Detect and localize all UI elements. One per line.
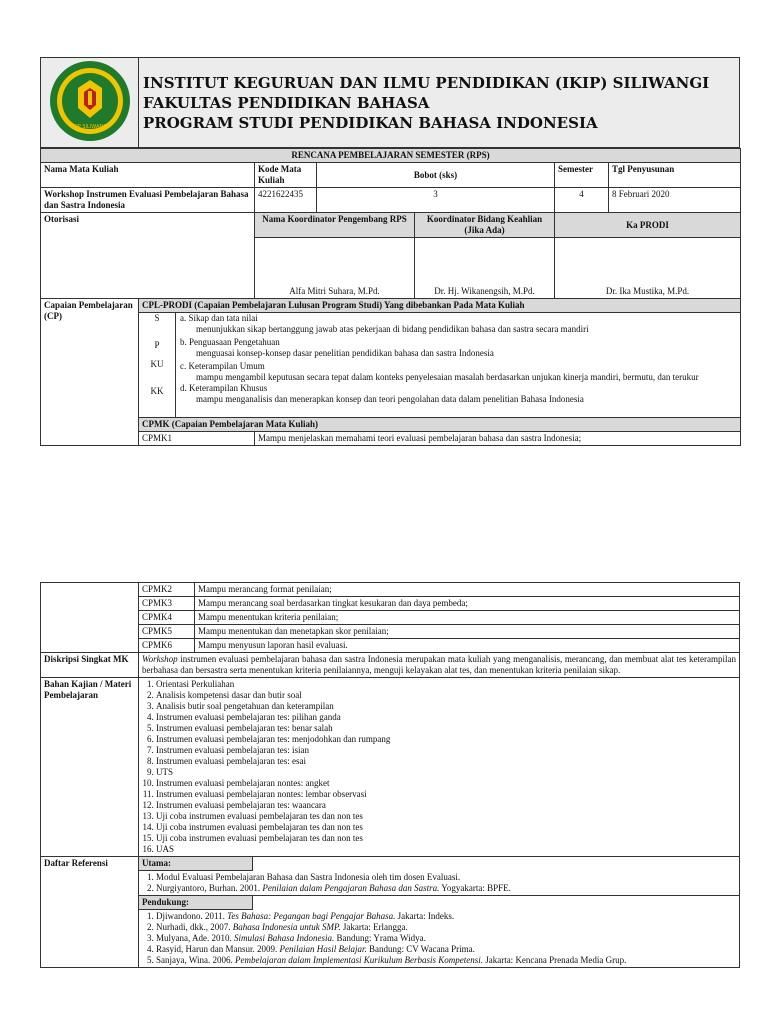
bahan-item: 7. Instrumen evaluasi pembelajaran tes: isian — [156, 745, 736, 756]
rps-title: RENCANA PEMBELAJARAN SEMESTER (RPS) — [41, 149, 741, 163]
bahan-list — [142, 679, 736, 855]
pendukung-label: Pendukung: — [139, 896, 253, 910]
deskripsi-text — [139, 653, 740, 678]
cpmk-code: CPMK4 — [139, 611, 195, 625]
reference-item — [156, 883, 736, 894]
bahan-item: 6. Instrumen evaluasi pembelajaran tes: menjodohkan dan rumpang — [156, 734, 736, 745]
reference-publisher: Jakarta: Erlangga. — [340, 922, 408, 932]
cpl-title: c. Keterampilan Umum — [180, 361, 265, 371]
kaprodi-signature: Dr. Ika Mustika, M.Pd. — [555, 238, 741, 299]
bahan-item: 1. Orientasi Perkuliahan — [156, 679, 736, 690]
reference-item — [156, 955, 736, 966]
cpl-desc: menguasai konsep-konsep dasar penelitian pendidikan bahasa dan sastra Indonesia — [196, 348, 494, 358]
program-name: PROGRAM STUDI PENDIDIKAN BAHASA INDONESIA — [143, 113, 598, 132]
bahan-item: 3. Analisis butir soal pengetahuan dan keterampilan — [156, 701, 736, 712]
cpl-desc: mampu mengambil keputusan secara tepat dalam konteks penyelesaian masalah berdasarkan unjukan kinerja mandiri, bermutu, dan terukur — [196, 372, 699, 382]
cpmk-text: Mampu menentukan dan menetapkan skor penilaian; — [195, 625, 740, 639]
bahan-item: 13. Uji coba instrumen evaluasi pembelajaran tes dan non tes — [156, 811, 736, 822]
reference-author: Nurgiyantoro, Burhan. 2001. — [156, 883, 263, 893]
reference-title: Bahasa Indonesia untuk SMP. — [232, 922, 341, 932]
col-tgl: Tgl Penyusunan — [609, 163, 741, 188]
col-kode-mk: Kode Mata Kuliah — [255, 163, 317, 188]
reference-title: Simulasi Bahasa Indonesia. — [234, 933, 335, 943]
deskripsi-body: instrumen evaluasi pembelajaran bahasa dan sastra Indonesia merupakan mata kuliah yang menganalisis, merancang, dan membuat alat tes keterampilan berbahasa dan bersastra serta menentukan kriteria penilaiannya, menguji kelayakan alat tes, dan menentukan kriteria penilaian sikap. — [142, 654, 736, 675]
cpl-list — [139, 313, 741, 418]
kaprodi-label: Ka PRODI — [555, 213, 741, 238]
reference-title: Penilaian dalam Pengajaran Bahasa dan Sastra. — [262, 883, 440, 893]
reference-author: Mulyana, Ade. 2010. — [156, 933, 234, 943]
institution-name: INSTITUT KEGURUAN DAN ILMU PENDIDIKAN (IKIP) SILIWANGI — [143, 73, 710, 92]
koordinator-signature: Alfa Mitri Suhara, M.Pd. — [255, 238, 415, 299]
bahan-item: 5. Instrumen evaluasi pembelajaran tes: benar salah — [156, 723, 736, 734]
pendukung-list — [142, 911, 736, 966]
rps-table — [40, 148, 741, 446]
bahan-list-cell — [139, 678, 740, 857]
course-code: 4221622435 — [255, 188, 317, 213]
bahan-item: 4. Instrumen evaluasi pembelajaran tes: pilihan ganda — [156, 712, 736, 723]
cpl-code: KU — [150, 359, 164, 369]
utama-list — [142, 872, 736, 894]
cpmk-empty-label — [41, 583, 139, 653]
cpmk-code: CPMK3 — [139, 597, 195, 611]
cpl-code: P — [154, 340, 160, 350]
bahan-label: Bahan Kajian / Materi Pembelajaran — [41, 678, 139, 857]
cpmk-code: CPMK2 — [139, 583, 195, 597]
course-semester: 4 — [555, 188, 609, 213]
reference-author: Modul Evaluasi Pembelajaran Bahasa dan Sastra Indonesia oleh tim dosen Evaluasi. — [156, 872, 461, 882]
cpmk-code: CPMK5 — [139, 625, 195, 639]
reference-item — [156, 911, 736, 922]
reference-publisher: Bandung: CV Wacana Prima. — [366, 944, 475, 954]
bahan-item: 11. Instrumen evaluasi pembelajaran nontes: lembar observasi — [156, 789, 736, 800]
ikip-logo-icon — [44, 58, 136, 144]
cpmk-header: CPMK (Capaian Pembelajaran Mata Kuliah) — [139, 418, 741, 432]
cpl-item — [139, 313, 740, 335]
reference-publisher: Jakarta: Indeks. — [395, 911, 455, 921]
reference-author: Sanjaya, Wina. 2006. — [156, 955, 235, 965]
referensi-label: Daftar Referensi — [41, 857, 139, 968]
logo-bottom-text: IKIP SILIWANGI — [71, 124, 108, 130]
cpl-header: CPL-PRODI (Capaian Pembelajaran Lulusan Program Studi) Yang dibebankan Pada Mata Kuliah — [139, 299, 741, 313]
reference-item — [156, 944, 736, 955]
otorisasi-label: Otorisasi — [41, 213, 255, 299]
reference-publisher: Yogyakarta: BPFE. — [439, 883, 511, 893]
cpmk-text: Mampu menjelaskan memahami teori evaluasi pembelajaran bahasa dan sastra Indonesia; — [255, 432, 741, 446]
reference-author: Djiwandono. 2011. — [156, 911, 228, 921]
document-page-1 — [40, 57, 740, 446]
course-bobot: 3 — [317, 188, 555, 213]
cpl-desc: mampu menganalisis dan menerapkan konsep dan teori pengolahan data dalam penelitian Bahasa Indonesia — [196, 394, 584, 404]
bahan-item: 9. UTS — [156, 767, 736, 778]
bahan-item: 12. Instrumen evaluasi pembelajaran tes: waancara — [156, 800, 736, 811]
bahan-item: 14. Uji coba instrumen evaluasi pembelajaran tes dan non tes — [156, 822, 736, 833]
reference-publisher: Jakarta: Kencana Prenada Media Grup. — [482, 955, 627, 965]
col-semester: Semester — [555, 163, 609, 188]
bidang-signature: Dr. Hj. Wikanengsih, M.Pd. — [415, 238, 555, 299]
pendukung-list-cell — [139, 910, 740, 968]
rps-table-continued — [40, 582, 740, 968]
reference-author: Rasyid, Harun dan Mansur. 2009. — [156, 944, 280, 954]
cpl-title: a. Sikap dan tata nilai — [180, 313, 258, 323]
document-page-2 — [40, 582, 740, 968]
bahan-item: 15. Uji coba instrumen evaluasi pembelajaran tes dan non tes — [156, 833, 736, 844]
bahan-item: 10. Instrumen evaluasi pembelajaran nontes: angket — [156, 778, 736, 789]
reference-item — [156, 872, 736, 883]
cpl-code: KK — [150, 386, 164, 396]
koordinator-label: Nama Koordinator Pengembang RPS — [255, 213, 415, 238]
reference-item — [156, 933, 736, 944]
course-date: 8 Februari 2020 — [609, 188, 741, 213]
cp-label: Capaian Pembelajaran (CP) — [41, 299, 139, 446]
reference-title: Pembelajaran dalam Implementasi Kurikulum Berbasis Kompetensi. — [234, 955, 483, 965]
cpmk-code: CPMK6 — [139, 639, 195, 653]
cpl-item — [139, 359, 740, 383]
deskripsi-label: Diskripsi Singkat MK — [41, 653, 139, 678]
pendukung-spacer — [253, 896, 740, 910]
bahan-item: 16. UAS — [156, 844, 736, 855]
faculty-name: FAKULTAS PENDIDIKAN BAHASA — [143, 93, 430, 112]
col-nama-mk: Nama Mata Kuliah — [41, 163, 255, 188]
cpl-code: S — [154, 313, 160, 323]
reference-publisher: Bandung: Yrama Widya. — [334, 933, 426, 943]
reference-title: Penilaian Hasil Belajar. — [279, 944, 367, 954]
utama-label: Utama: — [139, 857, 253, 871]
cpmk-text: Mampu merancang format penilaian; — [195, 583, 740, 597]
utama-list-cell — [139, 871, 740, 896]
cpmk-text: Mampu menyusun laporan hasil evaluasi. — [195, 639, 740, 653]
bidang-label: Koordinator Bidang Keahlian (Jika Ada) — [415, 213, 555, 238]
col-bobot: Bobot (sks) — [317, 163, 555, 188]
cpl-desc: menunjukkan sikap bertanggung jawab atas pekerjaan di bidang pendidikan bahasa dan sastra secara mandiri — [196, 324, 589, 334]
cpmk-code: CPMK1 — [139, 432, 255, 446]
cpl-item — [139, 335, 740, 359]
deskripsi-lead: Workshop — [142, 654, 178, 664]
institution-header — [40, 57, 740, 148]
course-name: Workshop Instrumen Evaluasi Pembelajaran Bahasa dan Sastra Indonesia — [41, 188, 255, 213]
cpmk-text: Mampu menentukan kriteria penilaian; — [195, 611, 740, 625]
reference-title: Tes Bahasa: Pegangan bagi Pengajar Bahasa. — [227, 911, 396, 921]
utama-spacer — [253, 857, 740, 871]
institution-logo-cell — [41, 58, 139, 148]
bahan-item: 8. Instrumen evaluasi pembelajaran tes: esai — [156, 756, 736, 767]
bahan-item: 2. Analisis kompetensi dasar dan butir soal — [156, 690, 736, 701]
reference-item — [156, 922, 736, 933]
cpl-title: b. Penguasaan Pengetahuan — [180, 337, 280, 347]
cpl-item — [139, 383, 740, 417]
reference-author: Nurhadi, dkk., 2007. — [156, 922, 233, 932]
institution-title-cell — [139, 58, 740, 148]
cpmk-text: Mampu merancang soal berdasarkan tingkat kesukaran dan daya pembeda; — [195, 597, 740, 611]
cpl-title: d. Keterampilan Khusus — [180, 383, 268, 393]
